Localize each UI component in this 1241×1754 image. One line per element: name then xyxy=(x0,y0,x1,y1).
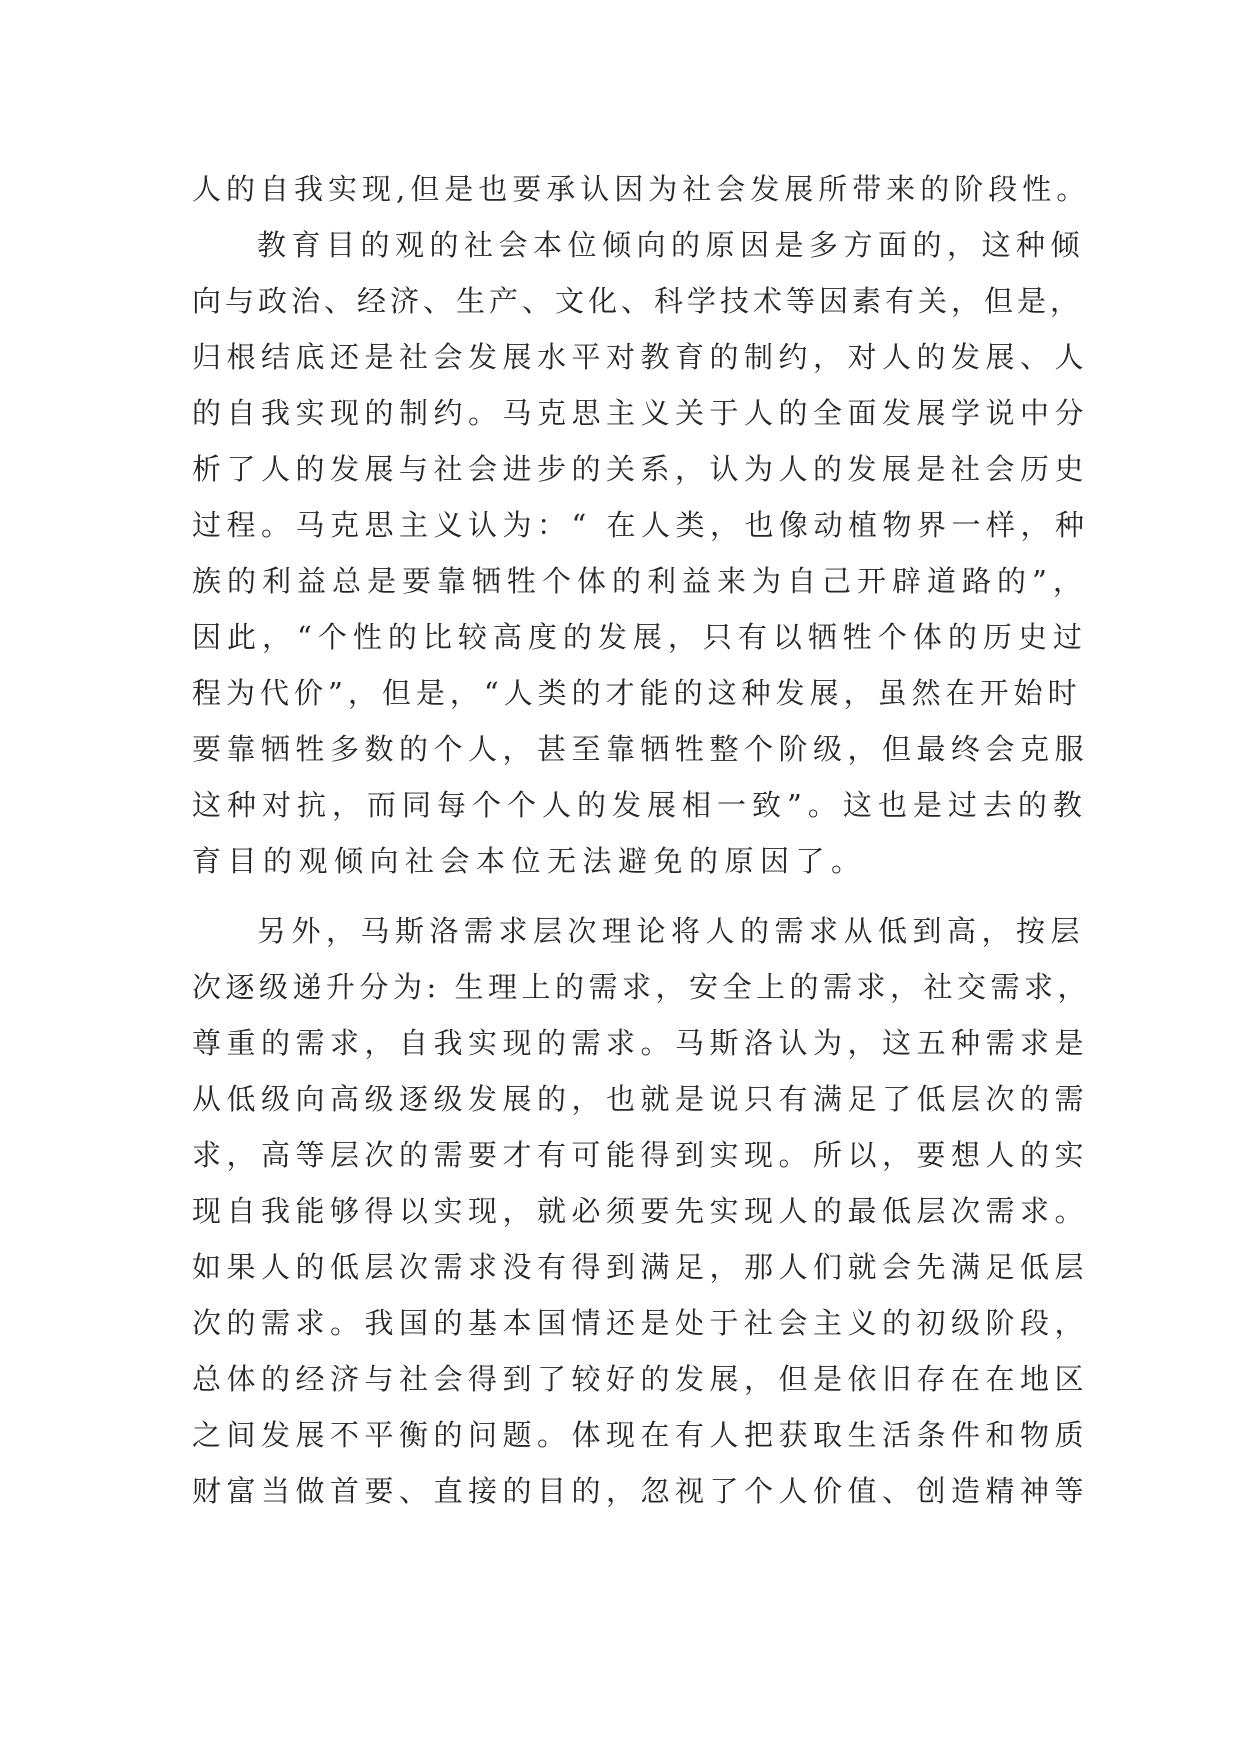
text-line: 次逐级递升分为: 生理上的需求，安全上的需求，社交需求， xyxy=(192,970,1091,1004)
text-line: 族的利益总是要靠牺牲个体的利益来为自己开辟道路的”， xyxy=(192,564,1088,598)
text-line: 育目的观倾向社会本位无法避免的原因了。 xyxy=(192,844,867,878)
text-line: 财富当做首要、直接的目的，忽视了个人价值、创造精神等 xyxy=(192,1474,1090,1508)
text-line: 尊重的需求，自我实现的需求。马斯洛认为，这五种需求是 xyxy=(192,1026,1090,1060)
text-line: 从低级向高级逐级发展的，也就是说只有满足了低层次的需 xyxy=(192,1082,1090,1116)
text-line: 向与政治、经济、生产、文化、科学技术等因素有关，但是， xyxy=(192,284,1084,318)
text-line: 总体的经济与社会得到了较好的发展，但是依旧存在在地区 xyxy=(192,1362,1090,1396)
text-line: 归根结底还是社会发展水平对教育的制约，对人的发展、人 xyxy=(192,340,1090,374)
text-line: 过程。马克思主义认为：“ 在人类，也像动植物界一样，种 xyxy=(192,508,1090,542)
text-line: 次的需求。我国的基本国情还是处于社会主义的初级阶段， xyxy=(192,1306,1090,1340)
text-line: 这种对抗，而同每个个人的发展相一致”。这也是过去的教 xyxy=(192,788,1088,822)
text-line: 求，高等层次的需要才有可能得到实现。所以，要想人的实 xyxy=(192,1138,1090,1172)
text-line: 之间发展不平衡的问题。体现在有人把获取生活条件和物质 xyxy=(192,1418,1090,1452)
text-line: 教育目的观的社会本位倾向的原因是多方面的，这种倾 xyxy=(257,228,1086,262)
text-line: 要靠牺牲多数的个人，甚至靠牺牲整个阶级，但最终会克服 xyxy=(192,732,1090,766)
text-line: 析了人的发展与社会进步的关系，认为人的发展是社会历史 xyxy=(192,452,1090,486)
text-line: 如果人的低层次需求没有得到满足，那人们就会先满足低层 xyxy=(192,1250,1090,1284)
text-line: 另外，马斯洛需求层次理论将人的需求从低到高，按层 xyxy=(257,914,1086,948)
text-line: 人的自我实现,但是也要承认因为社会发展所带来的阶段性。 xyxy=(192,172,1091,206)
text-line: 现自我能够得以实现，就必须要先实现人的最低层次需求。 xyxy=(192,1194,1090,1228)
text-line: 的自我实现的制约。马克思主义关于人的全面发展学说中分 xyxy=(192,396,1090,430)
text-line: 因此，“个性的比较高度的发展，只有以牺牲个体的历史过 xyxy=(192,620,1088,654)
text-line: 程为代价”，但是，“人类的才能的这种发展，虽然在开始时 xyxy=(192,676,1082,710)
